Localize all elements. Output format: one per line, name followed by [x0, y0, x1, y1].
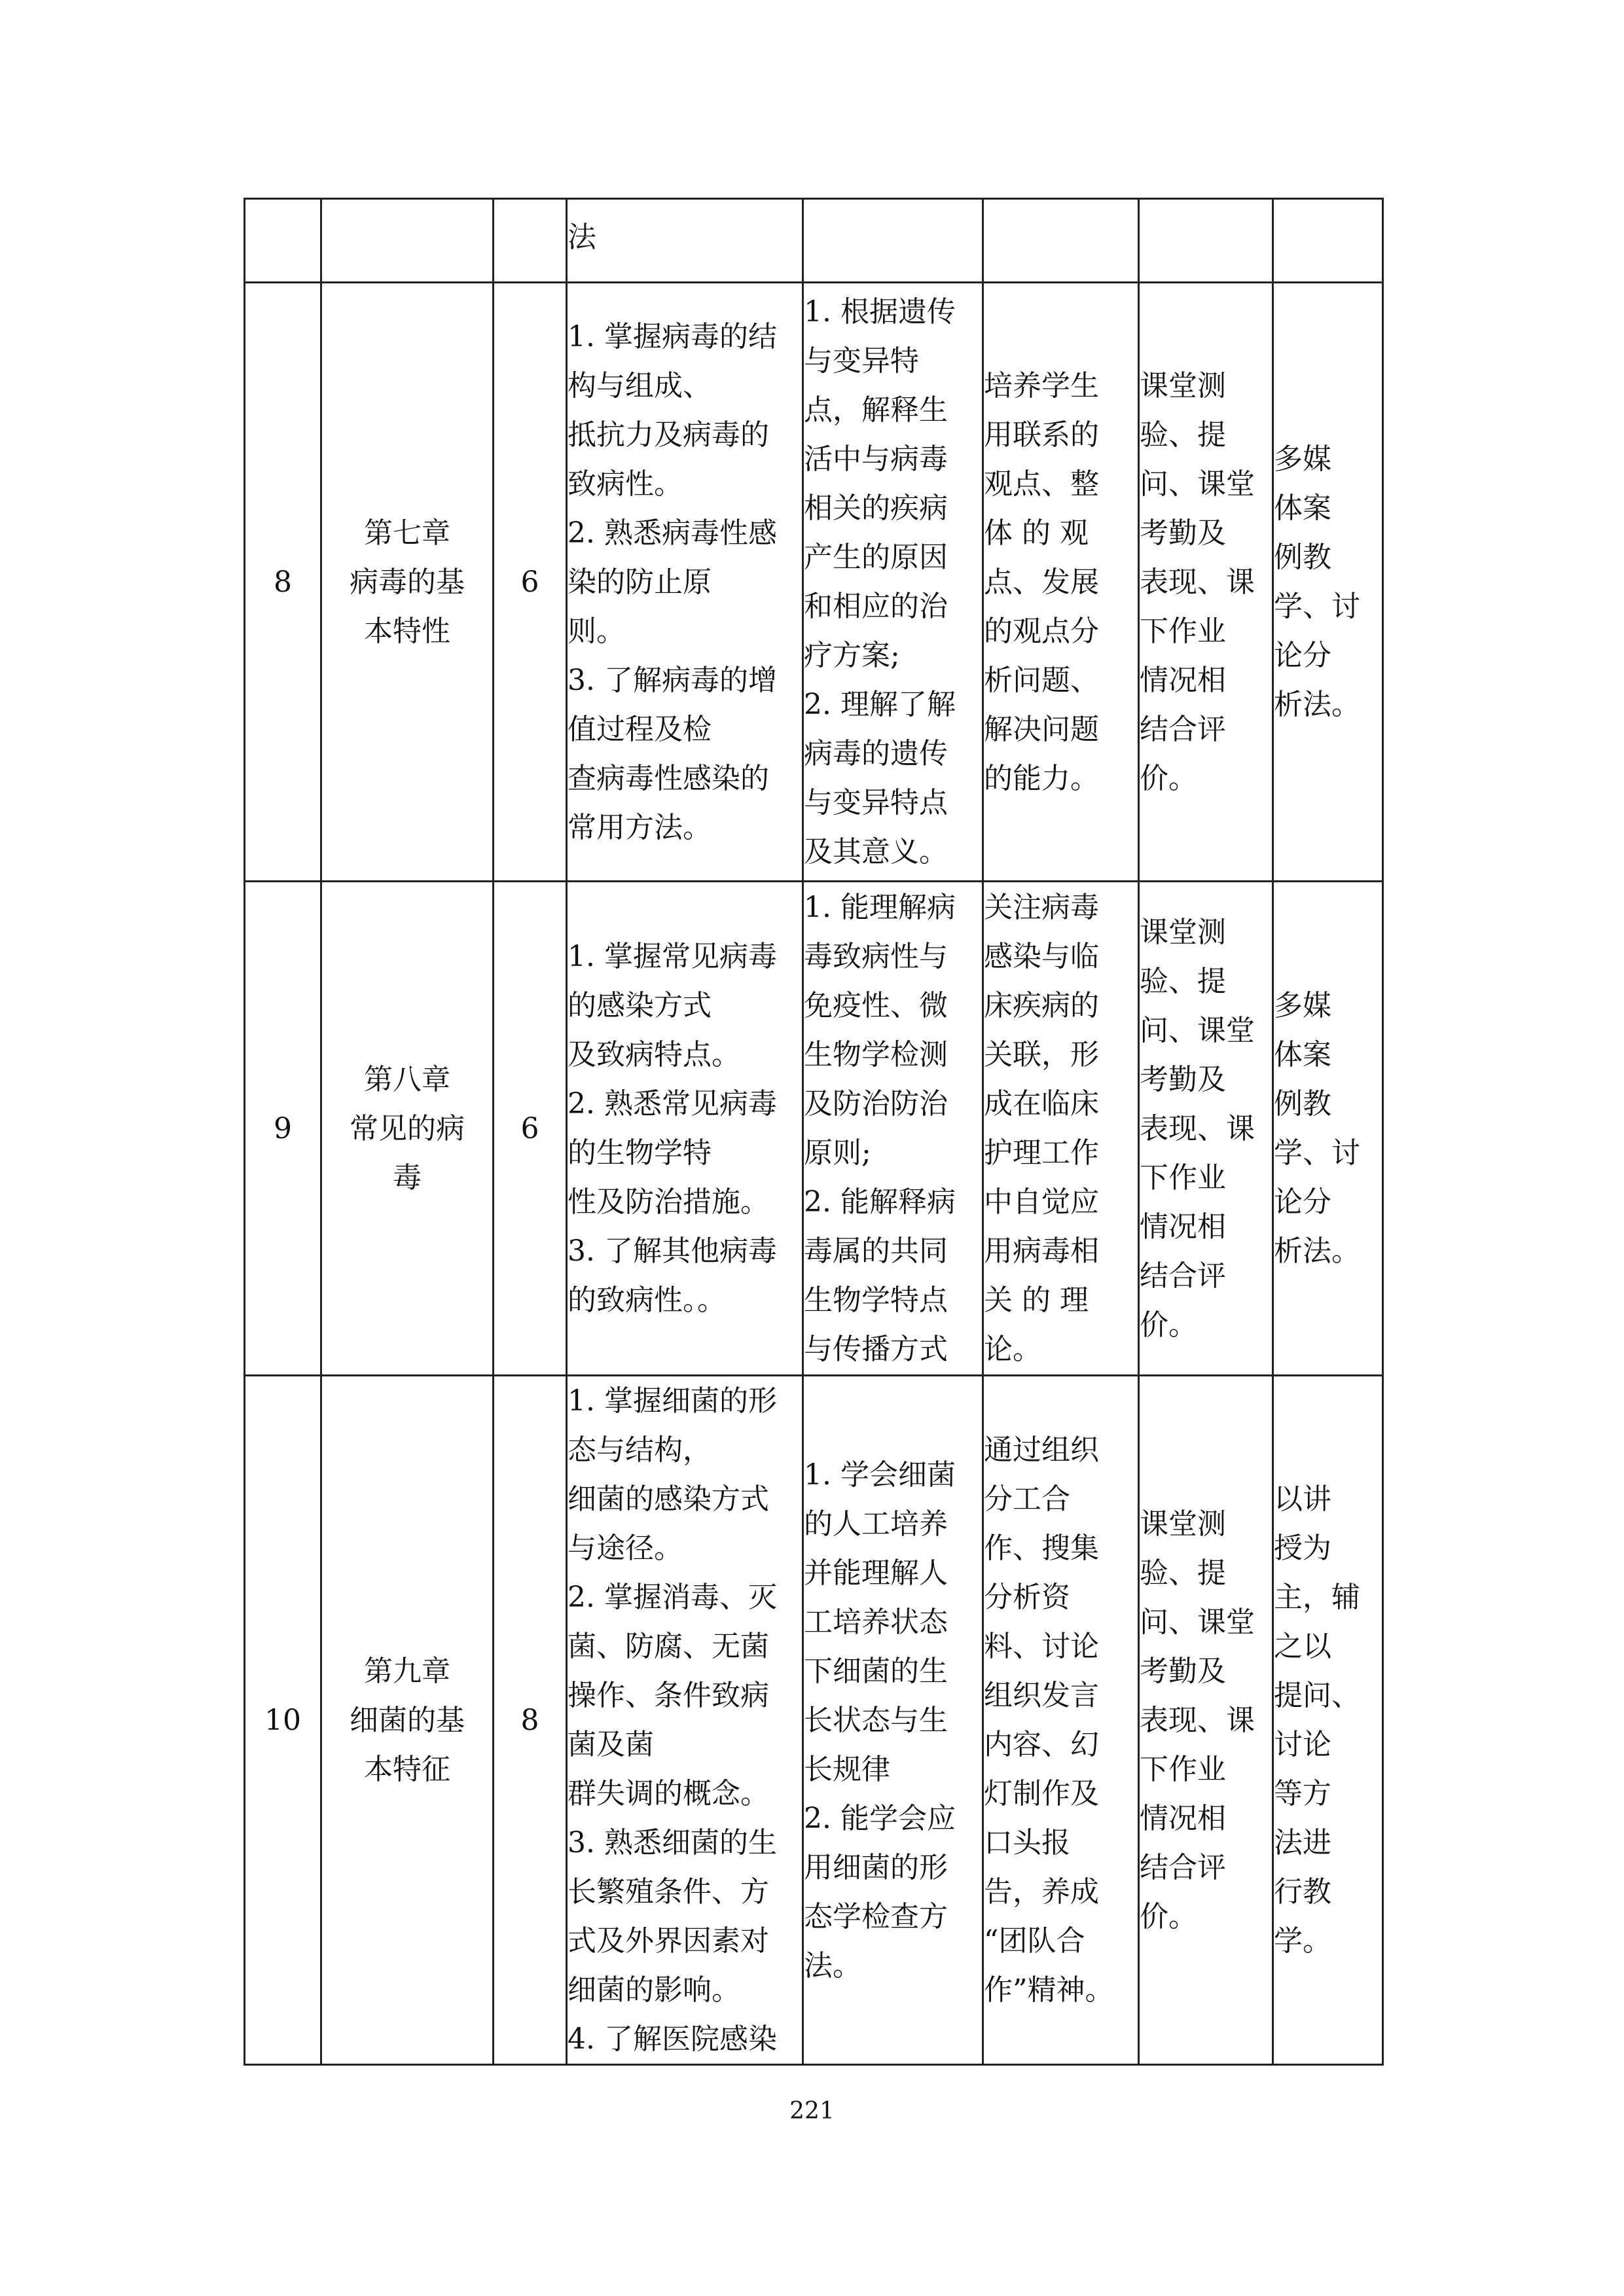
attitude-objectives-line: 料、讨论	[984, 1630, 1099, 1663]
attitude-objectives-line: 用病毒相	[984, 1234, 1099, 1268]
assessment-line: 验、提	[1140, 1556, 1226, 1590]
skill-objectives-line: 点，解释生	[804, 393, 948, 427]
teaching-content-line: 菌、防腐、无菌	[568, 1630, 769, 1663]
teaching-content-line: 2. 熟悉常见病毒	[568, 1087, 777, 1121]
teaching-method-line: 行教	[1274, 1875, 1331, 1909]
teaching-content	[568, 932, 802, 1325]
skill-objectives-line: 2. 能学会应	[804, 1801, 956, 1835]
teaching-content-line: 构与组成、	[568, 368, 712, 403]
row-number-cell	[245, 283, 321, 882]
teaching-method-line: 学、讨	[1274, 1136, 1360, 1170]
chapter-title	[322, 509, 492, 656]
skill-objectives-line: 长状态与生	[804, 1703, 948, 1737]
assessment-line: 结合评	[1140, 1259, 1226, 1293]
teaching-method-line: 学。	[1274, 1924, 1331, 1958]
teaching-content-line: 1. 掌握病毒的结	[568, 319, 777, 353]
chapter-title-line: 常见的病	[350, 1111, 465, 1145]
teaching-method-line: 主，辅	[1274, 1581, 1360, 1614]
attitude-objectives-line: 作”精神。	[984, 1973, 1114, 2007]
page-number: 221	[789, 2098, 835, 2125]
skill-objectives-line: 长规律	[804, 1752, 890, 1786]
teaching-method-line: 例教	[1274, 541, 1331, 574]
attitude-objectives-line: 培养学生	[984, 368, 1099, 403]
chapter-title	[322, 1647, 492, 1794]
skill-objectives-line: 相关的疾病	[804, 492, 948, 525]
attitude-objectives-line: 中自觉应	[984, 1185, 1099, 1219]
assessment-line: 考勤及	[1140, 1062, 1226, 1096]
teaching-content-line: 及致病特点。	[568, 1038, 740, 1071]
row-number-cell	[245, 882, 321, 1376]
chapter-title-line: 第九章	[364, 1654, 450, 1688]
class-hours-cell	[494, 1376, 567, 2065]
attitude-objectives-line: 感染与临	[984, 940, 1099, 973]
assessment-line: 课堂测	[1140, 368, 1226, 403]
skill-objectives-line: 用细菌的形	[804, 1850, 948, 1884]
assessment-line: 验、提	[1140, 964, 1226, 998]
chapter-title-line: 本特性	[364, 614, 450, 648]
skill-objectives-line: 并能理解人	[804, 1556, 948, 1590]
row-number-cell	[245, 1376, 321, 2065]
assessment-line: 下作业	[1140, 1160, 1226, 1194]
assessment-line: 情况相	[1140, 663, 1226, 697]
attitude-objectives-line: 点、发展	[984, 565, 1099, 599]
class-hours: 6	[520, 565, 539, 599]
chapter-cell	[321, 199, 494, 283]
attitude-objectives-line: 灯制作及	[984, 1777, 1099, 1810]
assessment	[1140, 908, 1272, 1350]
teaching-method-cell	[1273, 283, 1383, 882]
row-number: 8	[274, 565, 292, 599]
assessment-line: 情况相	[1140, 1210, 1226, 1244]
skill-objectives-cell	[803, 283, 983, 882]
assessment-line: 验、提	[1140, 418, 1226, 452]
class-hours: 6	[520, 1111, 539, 1145]
teaching-content-line: 的生物学特	[568, 1136, 712, 1170]
skill-objectives-line: 下细菌的生	[804, 1654, 948, 1688]
teaching-method-line: 法进	[1274, 1826, 1331, 1859]
attitude-objectives-line: 床疾病的	[984, 989, 1099, 1022]
teaching-content-cell	[567, 283, 803, 882]
teaching-content-line: 操作、条件致病	[568, 1679, 769, 1712]
teaching-content-line: 则。	[568, 614, 625, 648]
assessment	[1140, 1499, 1272, 1941]
method-cell	[1273, 199, 1383, 283]
teaching-content-line: 的致病性。。	[568, 1283, 726, 1317]
teaching-method-line: 例教	[1274, 1087, 1331, 1121]
assessment	[1140, 361, 1272, 803]
teaching-content-line: 值过程及检	[568, 712, 712, 746]
table-row	[245, 283, 1383, 882]
class-hours-cell	[494, 283, 567, 882]
chapter-title-line: 病毒的基	[350, 565, 465, 599]
assessment-cell	[1139, 1376, 1273, 2065]
chapter-title-line: 本特征	[364, 1752, 450, 1786]
skill-objectives-line: 与传播方式	[804, 1333, 948, 1366]
attitude-objectives	[984, 883, 1138, 1374]
teaching-method-cell	[1273, 1376, 1383, 2065]
teaching-method-line: 体案	[1274, 1038, 1331, 1071]
teaching-method-line: 之以	[1274, 1630, 1331, 1663]
attitude-objectives-line: 成在临床	[984, 1087, 1099, 1121]
attitude-cell	[983, 199, 1139, 283]
teaching-method-line: 多媒	[1274, 989, 1331, 1022]
skill-objectives-line: 1. 学会细菌	[804, 1458, 956, 1492]
teaching-content-line: 抵抗力及病毒的	[568, 418, 769, 452]
attitude-objectives-line: 作、搜集	[984, 1532, 1099, 1565]
skill-objectives-line: 2. 理解了解	[804, 688, 956, 721]
teaching-content-line: 查病毒性感染的	[568, 761, 769, 795]
attitude-objectives-cell	[983, 283, 1139, 882]
chapter-title-line: 第八章	[364, 1062, 450, 1096]
attitude-objectives-line: 用联系的	[984, 418, 1099, 452]
teaching-content-cell	[567, 882, 803, 1376]
chapter-title-line: 毒	[393, 1160, 422, 1194]
assessment-line: 课堂测	[1140, 915, 1226, 949]
attitude-objectives-line: 分析资	[984, 1581, 1070, 1614]
skill-objectives-line: 及其意义。	[804, 835, 948, 869]
chapter-title-line: 细菌的基	[350, 1703, 465, 1737]
teaching-content-line: 性及防治措施。	[568, 1185, 769, 1219]
assessment-line: 价。	[1140, 761, 1197, 795]
teaching-content-line: 2. 熟悉病毒性感	[568, 516, 777, 550]
teaching-content-line: 细菌的感染方式	[568, 1482, 769, 1516]
skill-objectives-line: 1. 能理解病	[804, 891, 956, 924]
teaching-method	[1274, 1475, 1382, 1965]
chapter-title-line: 第七章	[364, 516, 450, 550]
teaching-method-line: 讨论	[1274, 1728, 1331, 1761]
skill-objectives-line: 态学检查方	[804, 1899, 948, 1933]
attitude-objectives-line: 体 的 观	[984, 516, 1089, 550]
assessment-cell	[1139, 882, 1273, 1376]
assessment-line: 情况相	[1140, 1801, 1226, 1835]
chapter-title	[322, 1055, 492, 1202]
assessment-line: 课堂测	[1140, 1507, 1226, 1541]
teaching-content-line: 群失调的概念。	[568, 1777, 769, 1810]
attitude-objectives-line: 的能力。	[984, 761, 1099, 795]
attitude-objectives-line: 告，养成	[984, 1875, 1099, 1909]
assessment-cell	[1139, 283, 1273, 882]
attitude-objectives-cell	[983, 882, 1139, 1376]
teaching-content-line: 与途径。	[568, 1532, 683, 1565]
skill-objectives-line: 毒致病性与	[804, 940, 948, 973]
teaching-method-line: 多媒	[1274, 442, 1331, 476]
teaching-method-line: 提问、	[1274, 1679, 1360, 1712]
teaching-content-cell	[567, 1376, 803, 2065]
teaching-content-line: 1. 掌握常见病毒	[568, 940, 777, 973]
chapter-title-cell	[321, 882, 494, 1376]
teaching-method-line: 论分	[1274, 1185, 1331, 1219]
skill-objectives-line: 工培养状态	[804, 1605, 948, 1639]
attitude-objectives-line: 论。	[984, 1333, 1041, 1366]
skill-objectives	[804, 1450, 982, 1990]
assessment-line: 价。	[1140, 1308, 1197, 1342]
class-hours-cell	[494, 882, 567, 1376]
teaching-content-line: 4. 了解医院感染	[568, 2022, 777, 2056]
num-cell	[245, 199, 321, 283]
skill-objectives-line: 产生的原因	[804, 541, 948, 574]
assessment-line: 问、课堂	[1140, 467, 1255, 501]
assessment-line: 表现、课	[1140, 1703, 1255, 1737]
table-row	[245, 1376, 1383, 2065]
class-hours: 8	[520, 1703, 539, 1737]
attitude-objectives-line: “团队合	[984, 1924, 1085, 1958]
teaching-content	[568, 1376, 802, 2064]
teaching-content-line: 3. 了解病毒的增	[568, 663, 777, 697]
skill-objectives-line: 法。	[804, 1948, 861, 1982]
attitude-objectives	[984, 1426, 1138, 2015]
assess-cell	[1139, 199, 1273, 283]
table-row	[245, 882, 1383, 1376]
chapter-title-cell	[321, 283, 494, 882]
attitude-objectives	[984, 361, 1138, 803]
skill-objectives-line: 原则;	[804, 1136, 871, 1170]
skill-objectives-line: 免疫性、微	[804, 989, 948, 1022]
teaching-method-line: 学、讨	[1274, 590, 1360, 623]
assessment-line: 表现、课	[1140, 1111, 1255, 1145]
attitude-objectives-line: 关注病毒	[984, 891, 1099, 924]
skill-objectives-line: 的人工培养	[804, 1507, 948, 1541]
teaching-content-line: 式及外界因素对	[568, 1924, 769, 1958]
attitude-objectives-line: 内容、幻	[984, 1728, 1099, 1761]
content-cell	[567, 199, 803, 283]
teaching-content-line: 菌及菌	[568, 1728, 654, 1761]
skill-objectives	[804, 287, 982, 876]
assessment-line: 结合评	[1140, 712, 1226, 746]
skill-objectives-line: 疗方案;	[804, 639, 900, 672]
assessment-line: 问、课堂	[1140, 1605, 1255, 1639]
attitude-objectives-line: 口头报	[984, 1826, 1070, 1859]
attitude-objectives-line: 通过组织	[984, 1433, 1099, 1467]
attitude-objectives-line: 关 的 理	[984, 1283, 1089, 1317]
teaching-content-line: 2. 掌握消毒、灭	[568, 1581, 777, 1614]
teaching-content-line: 3. 了解其他病毒	[568, 1234, 777, 1268]
skill-cell	[803, 199, 983, 283]
skill-objectives-line: 和相应的治	[804, 590, 948, 623]
teaching-content-line: 细菌的影响。	[568, 1973, 740, 2007]
teaching-method-line: 析法。	[1274, 1234, 1360, 1268]
teaching-content-line: 染的防止原	[568, 565, 712, 599]
attitude-objectives-line: 组织发言	[984, 1679, 1099, 1712]
teaching-method	[1274, 435, 1382, 729]
course-schedule-table	[244, 198, 1384, 2066]
skill-objectives-line: 1. 根据遗传	[804, 295, 956, 329]
teaching-method-cell	[1273, 882, 1383, 1376]
hours-cell	[494, 199, 567, 283]
teaching-method-line: 等方	[1274, 1777, 1331, 1810]
attitude-objectives-line: 观点、整	[984, 467, 1099, 501]
assessment-line: 下作业	[1140, 614, 1226, 648]
assessment-line: 问、课堂	[1140, 1013, 1255, 1047]
assessment-line: 考勤及	[1140, 516, 1226, 550]
skill-objectives-line: 毒属的共同	[804, 1234, 948, 1268]
attitude-objectives-line: 护理工作	[984, 1136, 1099, 1170]
skill-objectives-line: 生物学检测	[804, 1038, 948, 1071]
teaching-content-line: 的感染方式	[568, 989, 712, 1022]
assessment-line: 考勤及	[1140, 1654, 1226, 1688]
assessment-line: 下作业	[1140, 1752, 1226, 1786]
chapter-title-cell	[321, 1376, 494, 2065]
attitude-objectives-cell	[983, 1376, 1139, 2065]
teaching-content-line: 3. 熟悉细菌的生	[568, 1826, 777, 1859]
content-tail: 法	[568, 221, 596, 254]
teaching-content-line: 致病性。	[568, 467, 683, 501]
assessment-line: 结合评	[1140, 1850, 1226, 1884]
assessment-line: 价。	[1140, 1899, 1197, 1933]
teaching-method-line: 体案	[1274, 492, 1331, 525]
continuation-row	[245, 199, 1383, 283]
teaching-content-line: 1. 掌握细菌的形	[568, 1384, 777, 1418]
teaching-method-line: 论分	[1274, 639, 1331, 672]
skill-objectives	[804, 883, 982, 1374]
skill-objectives-line: 及防治防治	[804, 1087, 948, 1121]
attitude-objectives-line: 的观点分	[984, 614, 1099, 648]
teaching-content	[568, 312, 802, 852]
skill-objectives-cell	[803, 882, 983, 1376]
attitude-objectives-line: 关联，形	[984, 1038, 1099, 1071]
teaching-method	[1274, 981, 1382, 1276]
teaching-method-line: 以讲	[1274, 1482, 1331, 1516]
teaching-method-line: 析法。	[1274, 688, 1360, 721]
teaching-content-line: 长繁殖条件、方	[568, 1875, 769, 1909]
attitude-objectives-line: 解决问题	[984, 712, 1099, 746]
skill-objectives-line: 活中与病毒	[804, 442, 948, 476]
assessment-line: 表现、课	[1140, 565, 1255, 599]
row-number: 10	[264, 1703, 301, 1737]
attitude-objectives-line: 分工合	[984, 1482, 1070, 1516]
row-number: 9	[274, 1111, 292, 1145]
teaching-content-line: 态与结构，	[568, 1433, 712, 1467]
skill-objectives-line: 与变异特	[804, 344, 919, 378]
skill-objectives-line: 病毒的遗传	[804, 737, 948, 770]
skill-objectives-line: 2. 能解释病	[804, 1185, 956, 1219]
skill-objectives-line: 生物学特点	[804, 1283, 948, 1317]
skill-objectives-line: 与变异特点	[804, 786, 948, 819]
teaching-content-line: 常用方法。	[568, 810, 712, 844]
teaching-method-line: 授为	[1274, 1532, 1331, 1565]
attitude-objectives-line: 析问题、	[984, 663, 1099, 697]
skill-objectives-cell	[803, 1376, 983, 2065]
